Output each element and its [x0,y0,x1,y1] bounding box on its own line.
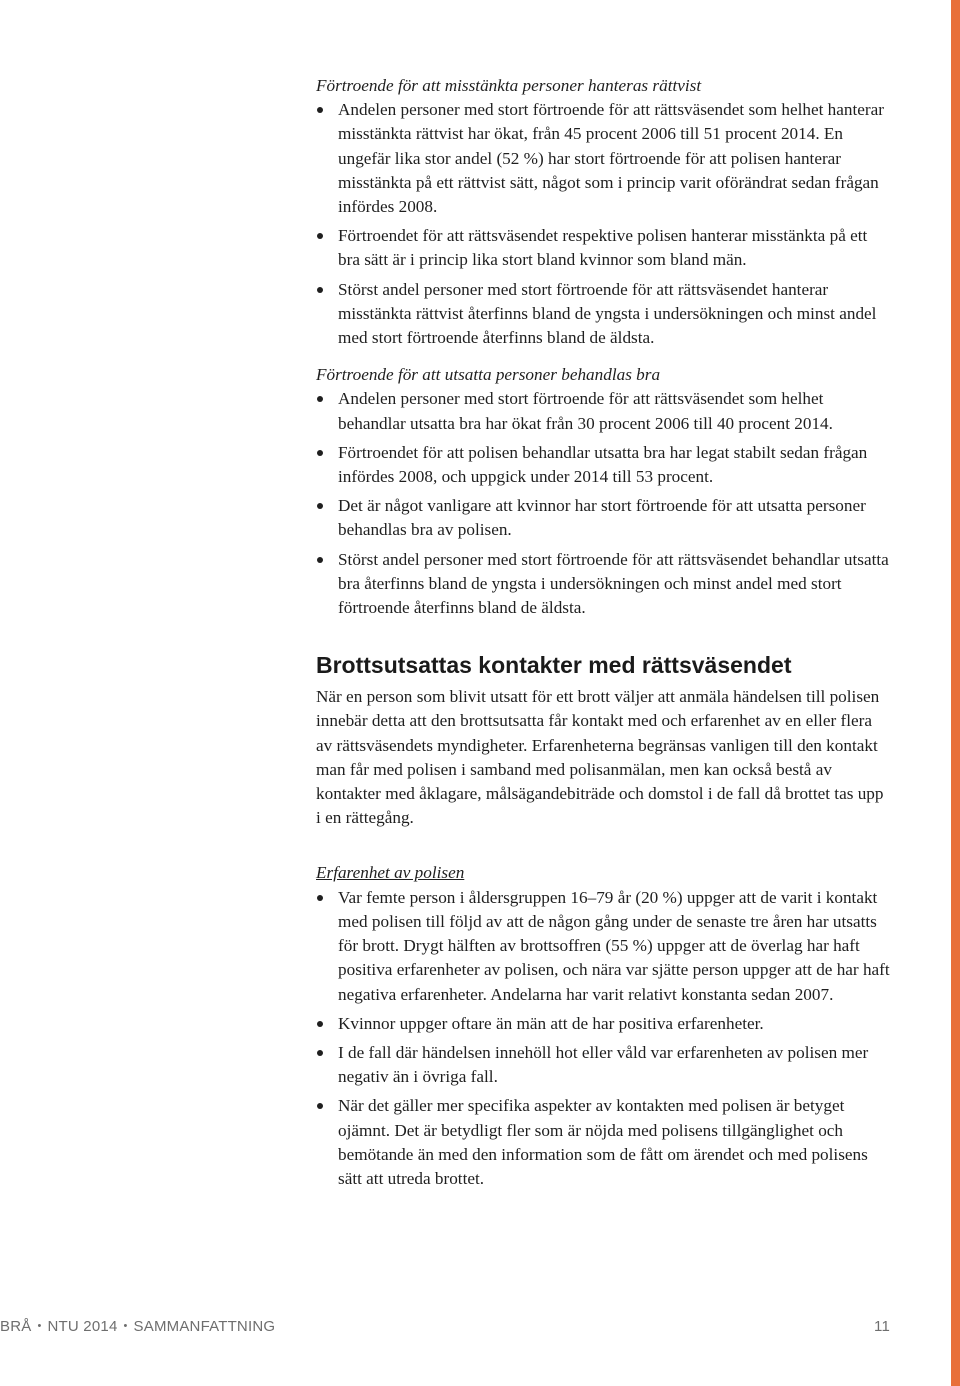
footer-running-title [0,1318,275,1335]
subheading-suspects: Förtroende för att misstänkta personer hanteras rättvist [316,76,702,95]
section-heading: Brottsutsattas kontakter med rättsväsendet [316,652,792,679]
footer-separator: • [123,1320,128,1332]
subheading-police-experience: Erfarenhet av polisen [316,863,465,883]
bullet-list-suspects [316,98,890,350]
bullet-list-victims [316,387,890,620]
list-item: Störst andel personer med stort förtroende för att rättsväsendet hanterar misstänkta rättvist återfinns bland de yngsta i undersökningen och minst andel med stort förtroende återfinns bland de äldsta. [316,278,890,351]
list-item: Andelen personer med stort förtroende för att rättsväsendet som helhet hanterar misstänkta rättvist har ökat, från 45 procent 2006 till 51 procent 2014. En ungefär lika stor andel (52 %) har stort förtroende för att polisen hanterar misstänkta på ett rättvist sätt, något som i princip varit oförändrat sedan frågan infördes 2008. [316,98,890,219]
footer-series: NTU 2014 [47,1318,118,1335]
list-item: Det är något vanligare att kvinnor har stort förtroende för att utsatta personer behandlas bra av polisen. [316,494,890,542]
list-item: Förtroendet för att polisen behandlar utsatta bra har legat stabilt sedan frågan infördes 2008, och uppgick under 2014 till 53 procent. [316,441,890,489]
list-item: Kvinnor uppger oftare än män att de har positiva erfarenheter. [316,1012,890,1036]
subheading-victims: Förtroende för att utsatta personer behandlas bra [316,365,661,385]
footer-section: SAMMANFATTNING [133,1318,276,1335]
footer-org: BRÅ [0,1318,32,1335]
list-item: I de fall där händelsen innehöll hot eller våld var erfarenheten av polisen mer negativ än i övriga fall. [316,1041,890,1089]
list-item: Förtroendet för att rättsväsendet respektive polisen hanterar misstänkta på ett bra sätt är i princip lika stort bland kvinnor som bland män. [316,224,890,272]
page-number: 11 [874,1318,890,1335]
page-content [316,74,890,1196]
bullet-list-police-experience [316,886,890,1191]
list-item: När det gäller mer specifika aspekter av kontakten med polisen är betyget ojämnt. Det är betydligt fler som är nöjda med polisens tillgänglighet och bemötande än med den information som de fått om ärendet och med polisens sätt att utreda brottet. [316,1094,890,1191]
accent-bar [951,0,960,1386]
list-item: Var femte person i åldersgruppen 16–79 år (20 %) uppger att de varit i kontakt med polisen till följd av att de någon gång under de senaste tre åren har utsatts för brott. Drygt hälften av brottsoffren (55 %) uppger att de överlag har haft positiva erfarenheter av polisen, och nära var sjätte person uppger att de har haft negativa erfarenheter. Andelarna har varit relativt konstanta sedan 2007. [316,886,890,1007]
body-paragraph: När en person som blivit utsatt för ett brott väljer att anmäla händelsen till polisen innebär detta att den brottsutsatta får kontakt med och erfarenhet av en eller flera av rättsväsendets myndigheter. Erfarenheterna begränsas vanligen till den kontakt man får med polisen i samband med polisanmälan, men kan också bestå av kontakter med åklagare, målsägandebiträde och domstol i de fall då brottet tas upp i en rättegång. [316,687,884,828]
list-item: Störst andel personer med stort förtroende för att rättsväsendet behandlar utsatta bra återfinns bland de yngsta i undersökningen och minst andel med stort förtroende återfinns bland de äldsta. [316,548,890,621]
list-item: Andelen personer med stort förtroende för att rättsväsendet som helhet behandlar utsatta bra har ökat från 30 procent 2006 till 40 procent 2014. [316,387,890,435]
footer-separator: • [37,1320,42,1332]
